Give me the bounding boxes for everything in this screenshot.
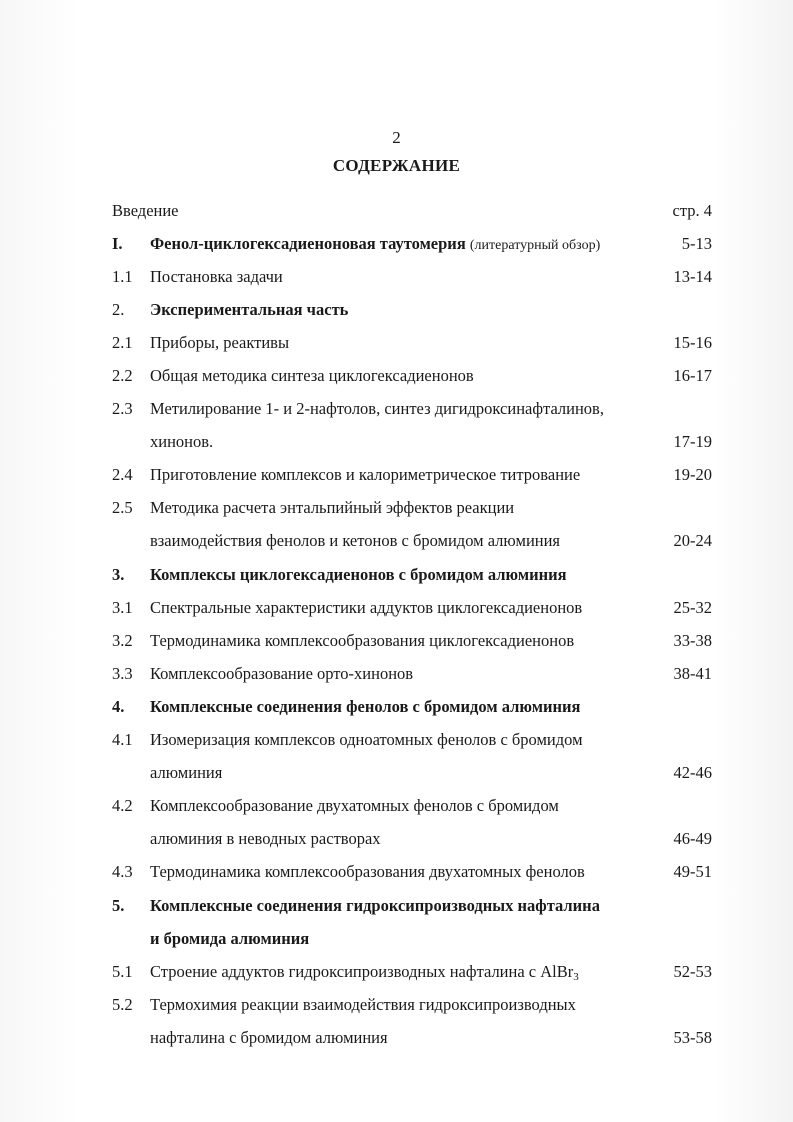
toc-row xyxy=(112,927,712,951)
toc-entry-text: Термодинамика комплексообразования циклогексадиенонов xyxy=(150,631,575,650)
toc-row xyxy=(112,563,712,587)
toc-row xyxy=(112,827,712,851)
toc-entry-number: 2. xyxy=(112,300,125,319)
toc-entry-text: Термодинамика комплексообразования двухатомных фенолов xyxy=(150,862,585,881)
toc-entry-number: 4. xyxy=(112,697,125,716)
toc-entry-number: 3.3 xyxy=(112,664,133,683)
toc-row xyxy=(112,662,712,686)
toc-row xyxy=(112,496,712,520)
toc-row xyxy=(112,596,712,620)
toc-entry-number: I. xyxy=(112,234,123,253)
toc-row xyxy=(112,265,712,289)
toc-entry-text: Приготовление комплексов и калориметрическое титрование xyxy=(150,465,581,484)
toc-entry-number: 2.1 xyxy=(112,333,133,352)
toc-entry-text: Комплексообразование двухатомных фенолов с бромидом xyxy=(150,796,559,815)
toc-entry-number: 4.3 xyxy=(112,862,133,881)
toc-row xyxy=(112,695,712,719)
toc-entry-number: 3. xyxy=(112,565,125,584)
toc-row xyxy=(112,794,712,818)
toc-entry-text: Комплексные соединения гидроксипроизводных нафталина xyxy=(150,896,600,915)
toc-entry-number: 2.3 xyxy=(112,399,133,418)
toc-row xyxy=(112,894,712,918)
toc-entry-pages: 17-19 xyxy=(673,432,712,451)
toc-entry-number: 3.2 xyxy=(112,631,133,650)
toc-row xyxy=(112,397,712,421)
toc-entry-text: нафталина с бромидом алюминия xyxy=(150,1028,388,1047)
toc-entry-text: и бромида алюминия xyxy=(150,929,310,948)
toc-entry-pages: стр. 4 xyxy=(672,201,712,220)
toc-entry-text: Общая методика синтеза циклогексадиенонов xyxy=(150,366,474,385)
toc-row xyxy=(112,463,712,487)
toc-entry-text: алюминия xyxy=(150,763,223,782)
toc-entry-pages: 49-51 xyxy=(673,862,712,881)
toc-entry-text: Комплексообразование орто-хинонов xyxy=(150,664,414,683)
toc-entry-number: 5.1 xyxy=(112,962,133,981)
toc-row xyxy=(112,993,712,1017)
toc-entry-text: хинонов. xyxy=(150,432,214,451)
toc-entry-number: 3.1 xyxy=(112,598,133,617)
toc-entry-pages: 38-41 xyxy=(673,664,712,683)
toc-entry-pages: 33-38 xyxy=(673,631,712,650)
toc-row xyxy=(112,629,712,653)
toc-row xyxy=(112,960,712,984)
toc-entry-pages: 20-24 xyxy=(673,531,712,550)
toc-entry-pages: 25-32 xyxy=(673,598,712,617)
toc-entry-pages: 15-16 xyxy=(673,333,712,352)
toc-entry-pages: 5-13 xyxy=(681,234,712,253)
toc-entry-text: Комплексы циклогексадиенонов с бромидом алюминия xyxy=(150,565,567,584)
toc-row xyxy=(112,761,712,785)
toc-entry-pages: 53-58 xyxy=(673,1028,712,1047)
toc-row xyxy=(112,331,712,355)
toc-entry-text: Приборы, реактивы xyxy=(150,333,290,352)
toc-entry-number: 2.4 xyxy=(112,465,133,484)
toc-entry-pages: 19-20 xyxy=(673,465,712,484)
toc-entry-text: Введение xyxy=(112,201,179,220)
toc-entry-text: взаимодействия фенолов и кетонов с бромидом алюминия xyxy=(150,531,561,550)
toc-entry-text: Фенол-циклогексадиеноновая таутомерия xyxy=(150,234,466,253)
toc-row xyxy=(112,1026,712,1050)
toc-entry-number: 5.2 xyxy=(112,995,133,1014)
toc-entry-pages: 13-14 xyxy=(673,267,712,286)
toc-entry-pages: 16-17 xyxy=(673,366,712,385)
toc-entry-text: Термохимия реакции взаимодействия гидроксипроизводных xyxy=(150,995,576,1014)
toc-entry-subscript: 3 xyxy=(573,971,579,983)
toc-entry-text: Спектральные характеристики аддуктов циклогексадиенонов xyxy=(150,598,583,617)
toc-row xyxy=(112,232,712,256)
toc-entry-text: Экспериментальная часть xyxy=(150,300,349,319)
toc-entry-text: Методика расчета энтальпийный эффектов реакции xyxy=(150,498,515,517)
toc-row xyxy=(112,430,712,454)
toc-entry-text: Изомеризация комплексов одноатомных фенолов с бромидом xyxy=(150,730,583,749)
toc-entry-number: 4.2 xyxy=(112,796,133,815)
toc-row xyxy=(112,364,712,388)
toc-entry-pages: 42-46 xyxy=(673,763,712,782)
page-number: 2 xyxy=(392,128,401,147)
toc-entry-number: 2.2 xyxy=(112,366,133,385)
toc-entry-number: 5. xyxy=(112,896,125,915)
toc-entry-number: 1.1 xyxy=(112,267,133,286)
toc-row xyxy=(112,529,712,553)
toc-entry-pages: 52-53 xyxy=(673,962,712,981)
toc-row xyxy=(112,860,712,884)
toc-row xyxy=(112,728,712,752)
toc-row xyxy=(112,298,712,322)
toc-entry-number: 4.1 xyxy=(112,730,133,749)
toc-entry-number: 2.5 xyxy=(112,498,133,517)
toc-row-intro xyxy=(112,199,712,223)
toc-entry-note: (литературный обзор) xyxy=(469,238,601,253)
toc-entry-text: Метилирование 1- и 2-нафтолов, синтез дигидроксинафталинов, xyxy=(150,399,604,418)
toc-entry-text: Комплексные соединения фенолов с бромидом алюминия xyxy=(150,697,581,716)
toc-entry-text: Строение аддуктов гидроксипроизводных нафталина с AlBr xyxy=(150,962,574,981)
page-title: СОДЕРЖАНИЕ xyxy=(332,156,461,175)
toc-entry-pages: 46-49 xyxy=(673,829,712,848)
toc-entry-text: алюминия в неводных растворах xyxy=(150,829,381,848)
toc-entry-text: Постановка задачи xyxy=(150,267,283,286)
